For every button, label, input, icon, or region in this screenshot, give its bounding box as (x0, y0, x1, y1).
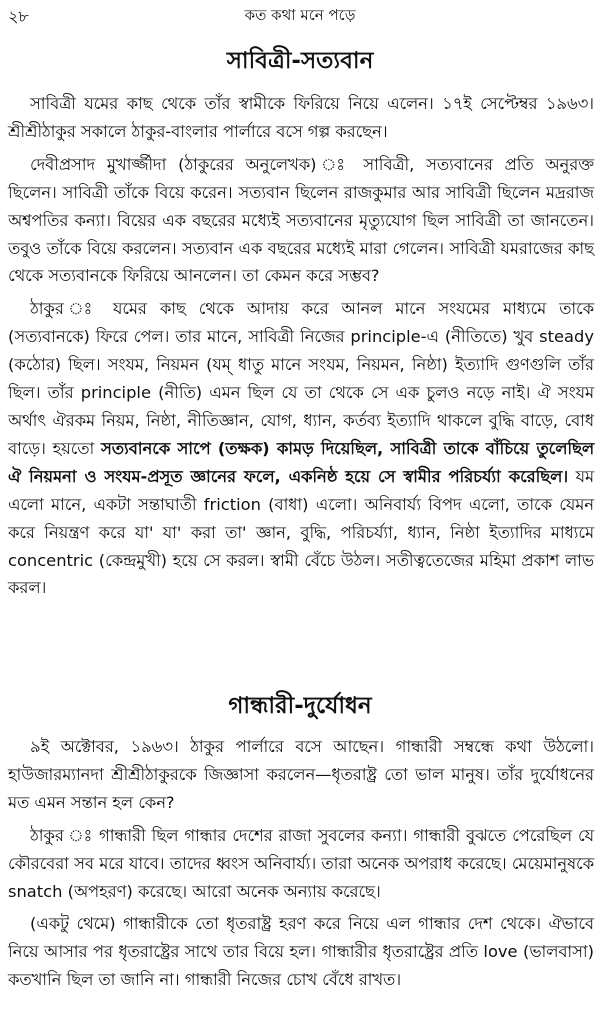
page-header (8, 4, 592, 28)
running-title: কত কথা মনে পড়ে (244, 6, 356, 24)
paragraph: (একটু থেমে) গান্ধারীকে তো ধৃতরাষ্ট্র হরণ করে নিয়ে এল গান্ধার দেশ থেকে। ঐভাবে নিয়ে আসার পর ধৃতরাষ্ট্রের সাথে তার বিয়ে হল। গান্ধারীর ধৃতরাষ্ট্রের প্রতি love (ভালবাসা) কতখানি ছিল তা জানি না। গান্ধারী নিজের চোখ বেঁধে রাখত। (8, 914, 594, 990)
paragraph: ঠাকুর ঃ গান্ধারী ছিল গান্ধার দেশের রাজা সুবলের কন্যা। গান্ধারী বুঝতে পেরেছিল যে কৌরবেরা সব মরে যাবে। তাদের ধ্বংস অনিবার্য্য। তারা অনেক অপরাধ করেছে। মেয়েমানুষকে snatch (অপহরণ) করেছে। আরো অনেক অন্যায় করেছে। (8, 825, 594, 901)
section-title-savitri: সাবিত্রী-সত্যবান (226, 48, 374, 74)
section-body-savitri (8, 90, 594, 602)
paragraph: সাবিত্রী যমের কাছ থেকে তাঁর স্বামীকে ফিরিয়ে নিয়ে এলেন। ১৭ই সেপ্টেম্বর ১৯৬৩। শ্রীশ্রীঠাকুর সকালে ঠাকুর-বাংলার পার্লারে বসে গল্প করছেন। (8, 94, 594, 141)
paragraph: ৯ই অক্টোবর, ১৯৬৩। ঠাকুর পার্লারে বসে আছেন। গান্ধারী সম্বন্ধে কথা উঠলো। হাউজারম্যানদা শ্রীশ্রীঠাকুরকে জিজ্ঞাসা করলেন—ধৃতরাষ্ট্র তো ভাল মানুষ। তাঁর দুর্যোধনের মত এমন সন্তান হল কেন? (8, 737, 594, 812)
paragraph: দেবীপ্রসাদ মুখার্জ্জীদা (ঠাকুরের অনুলেখক) ঃ সাবিত্রী, সত্যবানের প্রতি অনুরক্ত ছিলেন। সাবিত্রী তাঁকে বিয়ে করেন। সত্যবান ছিলেন রাজকুমার আর সাবিত্রী ছিলেন মদ্ররাজ অশ্বপতির কন্যা। বিয়ের এক বছরের মধ্যেই সত্যবানের মৃত্যুযোগ ছিল সাবিত্রী তা জানতেন। তবুও তাঁকে বিয়ে করলেন। সত্যবান এক বছরের মধ্যেই মারা গেলেন। সাবিত্রী যমরাজের কাছ থেকে সত্যবানকে ফিরিয়ে আনলেন। তা কেমন করে সম্ভব? (8, 154, 594, 286)
paragraph-text: যম এলো মানে, একটা সন্তাঘাতী friction (বাধা) এলো। অনিবার্য্য বিপদ এলো, তাকে যেমন করে নিয়ন্ত্রণ করে যা' যা' করা তা' জ্ঞান, বুদ্ধি, পরিচর্য্যা, ধ্যান, নিষ্ঠা ইত্যাদির মাধ্যমে concentric (কেন্দ্রমুখী) হয়ে সে করল। স্বামী বেঁচে উঠল। সতীত্বতেজের মহিমা প্রকাশ লাভ করল। (8, 466, 594, 598)
page-number: ২৮ (8, 7, 29, 26)
bold-passage: সত্যবানকে সাপে (তক্ষক) কামড় দিয়েছিল, সাবিত্রী তাকে বাঁচিয়ে তুলেছিল ঐ নিয়মনা ও সংযম-প্রসূত জ্ঞানের ফলে, একনিষ্ঠ হয়ে সে স্বামীর পরিচর্য্যা করেছিল। (8, 438, 594, 486)
section-body-gandhari (8, 733, 594, 994)
paragraph-text: ঠাকুর ঃ যমের কাছ থেকে আদায় করে আনল মানে সংযমের মাধ্যমে তাকে (সত্যবানকে) ফিরে পেল। তার মানে, সাবিত্রী নিজের principle-এ (নীতিতে) খুব steady (কঠোর) ছিল। সংযম, নিয়মন (যম্ ধাতু মানে সংযম, নিয়মন, নিষ্ঠা) ইত্যাদি গুণগুলি তাঁর ছিল। তাঁর principle (নীতি) এমন ছিল যে তা থেকে সে এক চুলও নড়ে নাই। ঐ সংযম অর্থাৎ ঐরকম নিয়ম, নিষ্ঠা, নীতিজ্ঞান, যোগ, ধ্যান, কর্তব্য ইত্যাদি থাকলে বুদ্ধি বাড়ে, বোধ বাড়ে। হয়তো (8, 299, 594, 458)
paragraph (8, 295, 594, 602)
section-title-gandhari: গান্ধারী-দুর্যোধন (228, 693, 372, 719)
